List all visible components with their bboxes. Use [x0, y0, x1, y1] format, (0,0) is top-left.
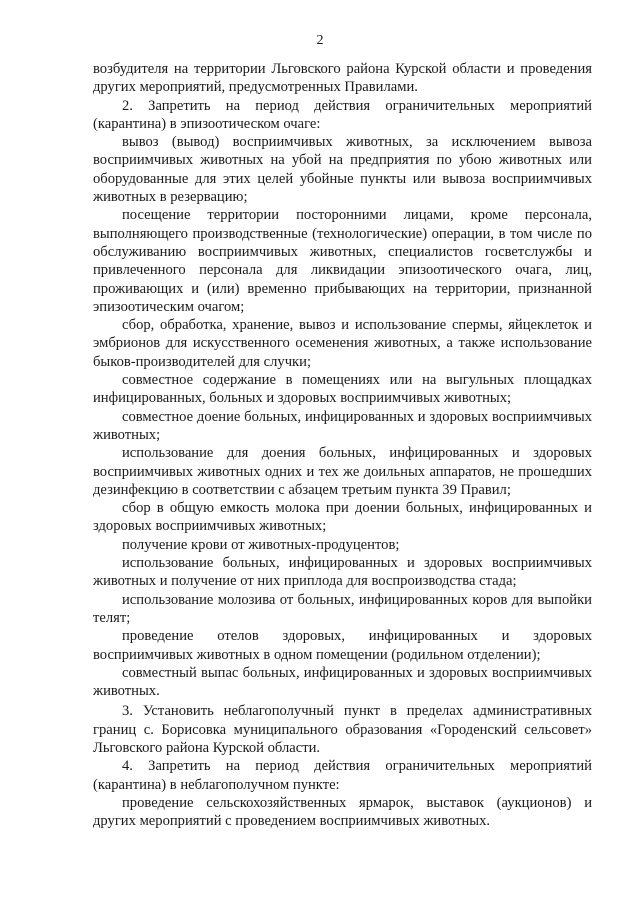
- paragraph-calving-ban: проведение отелов здоровых, инфицированных и здоровых восприимчивых животных в одном помещении (родильном отделении);: [93, 628, 592, 663]
- paragraph-joint-milking-ban: совместное доение больных, инфицированных и здоровых восприимчивых животных;: [93, 408, 592, 443]
- paragraph-export-ban: вывоз (вывод) восприимчивых животных, за исключением вывоза восприимчивых животных на убой на предприятия по убою животных или оборудованные для этих целей убойные пункты или вывоза восприимчивых животных в резервацию;: [93, 134, 592, 206]
- paragraph-milking-equipment-ban: использование для доения больных, инфицированных и здоровых восприимчивых животных одних и тех же доильных аппаратов, не прошедших дезинфекцию в соответствии с абзацем третьим пункта 39 Правил;: [93, 445, 592, 498]
- paragraph-joint-keeping-ban: совместное содержание в помещениях или на выгульных площадках инфицированных, больных и здоровых восприимчивых животных;: [93, 372, 592, 407]
- paragraph-continuation: возбудителя на территории Льговского района Курской области и проведения других мероприятий, предусмотренных Правилами.: [93, 61, 592, 96]
- page-number: 2: [316, 33, 324, 48]
- paragraph-item-3: 3. Установить неблагополучный пункт в пределах административных границ с. Борисовка муниципального образования «Городенский сельсовет» Льговского района Курской области.: [93, 703, 592, 756]
- paragraph-item-4: 4. Запретить на период действия ограничительных мероприятий (карантина) в неблагополучном пункте:: [93, 758, 592, 793]
- paragraph-breeding-ban: использование больных, инфицированных и здоровых восприимчивых животных и получение от них приплода для воспроизводства стада;: [93, 555, 592, 590]
- paragraph-grazing-ban: совместный выпас больных, инфицированных и здоровых восприимчивых животных.: [93, 664, 592, 700]
- paragraph-item-2: 2. Запретить на период действия ограничительных мероприятий (карантина) в эпизоотическом очаге:: [93, 97, 592, 132]
- paragraph-sperm-ban: сбор, обработка, хранение, вывоз и использование спермы, яйцеклеток и эмбрионов для искусственного осеменения животных, а также использование быков-производителей для случки;: [93, 317, 592, 370]
- paragraph-milk-collection-ban: сбор в общую емкость молока при доении больных, инфицированных и здоровых восприимчивых животных;: [93, 500, 592, 535]
- paragraph-blood-ban: получение крови от животных-продуцентов;: [122, 536, 400, 553]
- document-body: [93, 60, 592, 830]
- paragraph-fairs-ban: проведение сельскохозяйственных ярмарок, выставок (аукционов) и других мероприятий с проведением восприимчивых животных.: [93, 794, 592, 830]
- paragraph-colostrum-ban: использование молозива от больных, инфицированных коров для выпойки телят;: [93, 591, 592, 626]
- paragraph-visit-ban: посещение территории посторонними лицами, кроме персонала, выполняющего производственные (технологические) операции, в том числе по обслуживанию восприимчивых животных, специалистов госветслужбы и привлеченного персонала для ликвидации эпизоотического очага, лиц, проживающих и (или) временно прибывающих на территории, признанной эпизоотическим очагом;: [93, 207, 592, 315]
